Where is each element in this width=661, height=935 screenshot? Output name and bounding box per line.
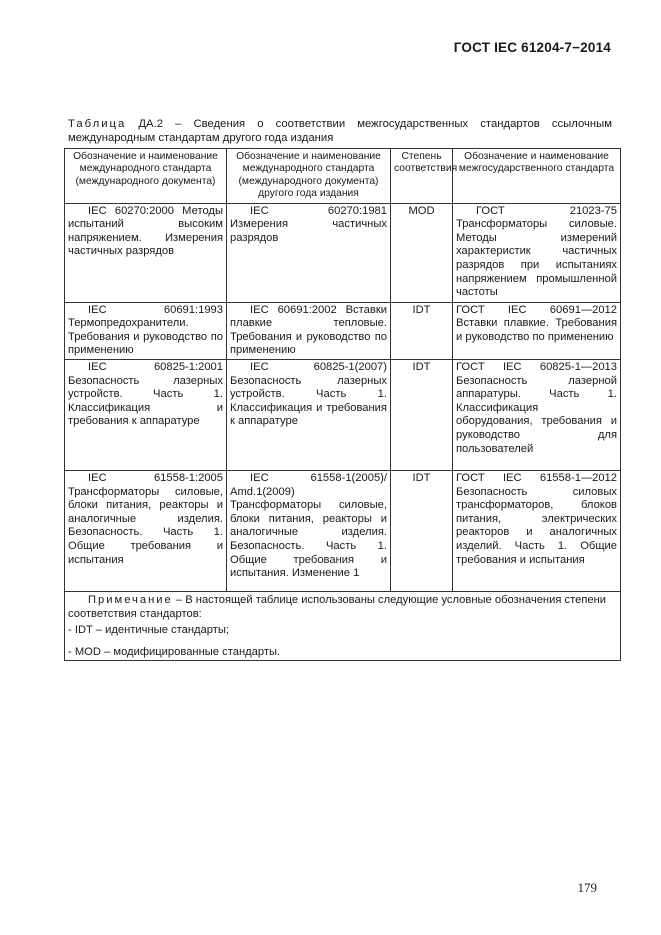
header-interstate-standard: Обозначение и наименование межгосударственного стандарта xyxy=(453,149,621,204)
table-note xyxy=(65,592,621,661)
table-row xyxy=(65,302,621,359)
cell-international-standard: IEC 60691:1993 Термопредохранители. Требования и руководство по применению xyxy=(65,302,227,359)
cell-international-standard: IEC 61558-1:2005 Трансформаторы силовые, блоки питания, реакторы и аналогичные изделия. Безопасность. Часть 1. Общие требования и испытания xyxy=(65,471,227,592)
table-note-row xyxy=(65,592,621,661)
cell-international-standard: IEC 60270:2000 Методы испытаний высоким напряжением. Измерения частичных разрядов xyxy=(65,203,227,302)
cell-other-year-standard: IEC 60270:1981 Измерения частичных разрядов xyxy=(227,203,391,302)
table-row xyxy=(65,471,621,592)
note-item-idt: - IDT – идентичные стандарты; xyxy=(68,624,230,636)
table-header-row xyxy=(65,149,621,204)
cell-other-year-standard: IEC 60825-1(2007) Безопасность лазерных устройств. Часть 1. Классификация и требования к аппаратуре xyxy=(227,360,391,471)
note-item-mod: - MOD – модифицированные стандарты. xyxy=(68,646,281,658)
header-other-year-standard: Обозначение и наименование международного стандарта (международного документа) другого года издания xyxy=(227,149,391,204)
document-designation: ГОСТ IEC 61204-7−2014 xyxy=(453,40,611,55)
caption-number: ДА.2 xyxy=(138,118,164,130)
cell-interstate-standard: ГОСТ IEC 60691—2012 Вставки плавкие. Требования и руководство по применению xyxy=(453,302,621,359)
header-international-standard: Обозначение и наименование международного стандарта (международного документа) xyxy=(65,149,227,204)
cell-interstate-standard: ГОСТ 21023-75 Трансформаторы силовые. Методы измерений характеристик частичных разрядов при испытаниях напряжением промышленной частоты xyxy=(453,203,621,302)
note-text: – В настоящей таблице использованы следующие условные обозначения степени соответствия стандартов: xyxy=(68,594,607,620)
cell-degree: IDT xyxy=(391,471,453,592)
cell-degree: IDT xyxy=(391,360,453,471)
cell-other-year-standard: IEC 60691:2002 Вставки плавкие тепловые. Требования и руководство по применению xyxy=(227,302,391,359)
cell-interstate-standard: ГОСТ IEC 60825-1—2013 Безопасность лазерной аппаратуры. Часть 1. Классификация оборудования, требования и руководство для пользователей xyxy=(453,360,621,471)
cell-degree: MOD xyxy=(391,203,453,302)
header-degree-of-correspondence: Степень соответствия xyxy=(391,149,453,204)
note-intro xyxy=(68,593,617,621)
table-caption xyxy=(68,117,612,145)
note-label: Примечание xyxy=(88,594,173,606)
cell-other-year-standard: IEC 61558-1(2005)/ Amd.1(2009) Трансформаторы силовые, блоки питания, реакторы и аналогичные изделия. Безопасность. Часть 1. Общие требования и испытания. Изменение 1 xyxy=(227,471,391,592)
page-number: 179 xyxy=(577,880,597,895)
standards-correspondence-table xyxy=(64,148,621,661)
caption-text: – Сведения о соответствии межгосударственных стандартов ссылочным международным стандартам другого года издания xyxy=(68,118,613,144)
table-row xyxy=(65,360,621,471)
table-row xyxy=(65,203,621,302)
cell-degree: IDT xyxy=(391,302,453,359)
cell-interstate-standard: ГОСТ IEC 61558-1—2012 Безопасность силовых трансформаторов, блоков питания, электрических реакторов и аналогичных изделий. Часть 1. Общие требования и испытания xyxy=(453,471,621,592)
cell-international-standard: IEC 60825-1:2001 Безопасность лазерных устройств. Часть 1. Классификация и требования к аппаратуре xyxy=(65,360,227,471)
caption-label: Таблица xyxy=(68,118,127,130)
